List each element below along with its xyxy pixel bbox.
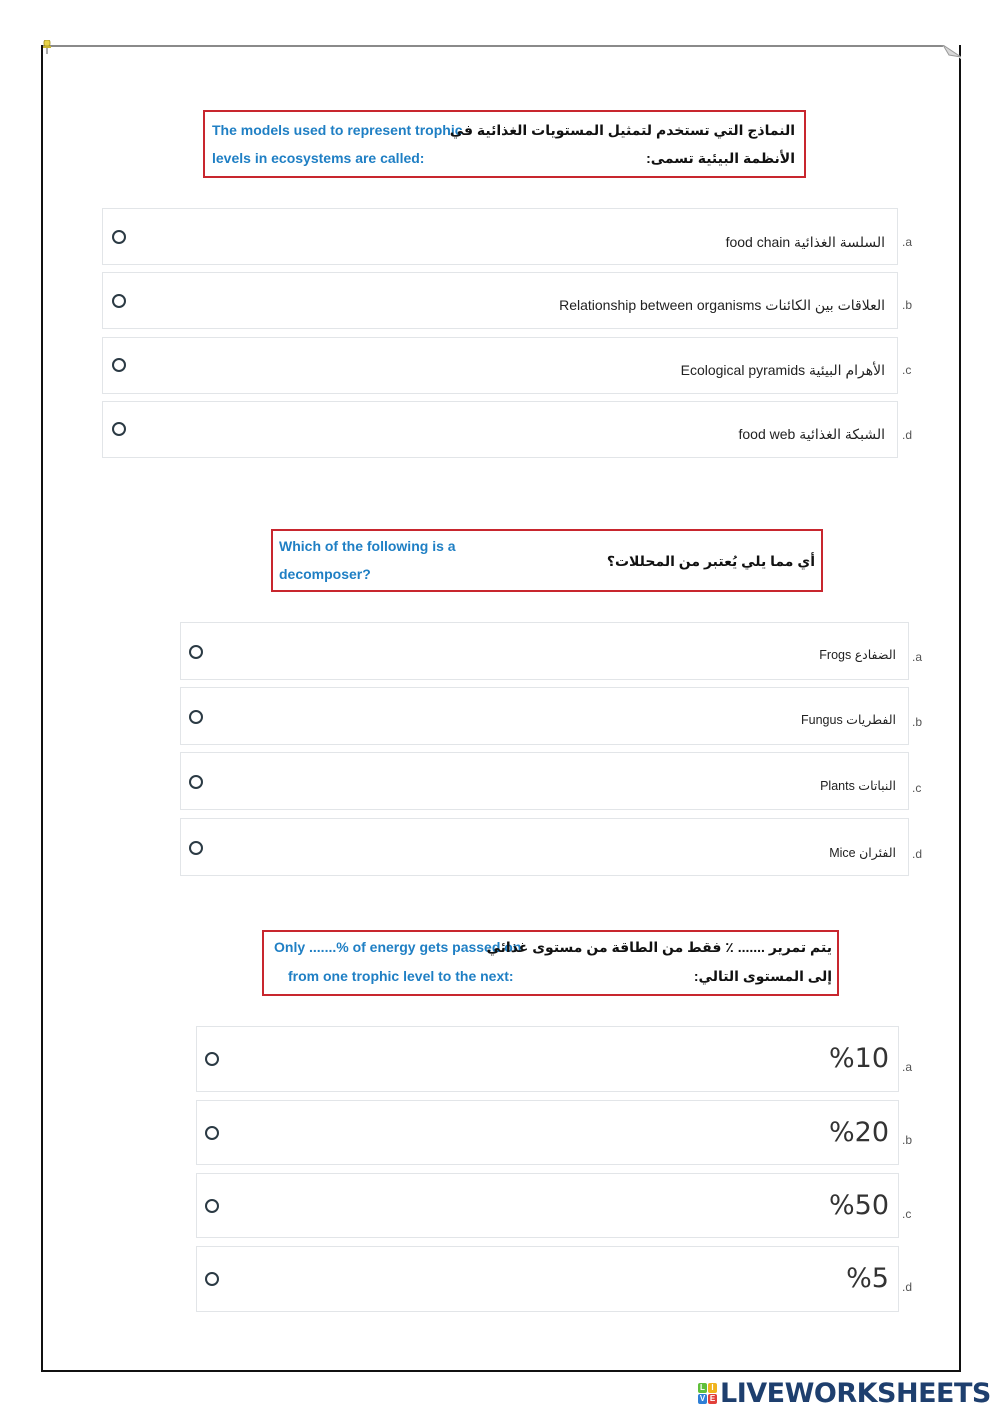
question-2-arabic-line1: أي مما يلي يُعتبر من المحللات؟ [606,553,815,569]
question-3-english-line2: from one trophic level to the next: [288,968,514,984]
page-corner-fold-icon [941,45,961,59]
option-label: السلسة الغذائية food chain [725,234,885,250]
question-2-option-d[interactable] [180,818,909,876]
radio-button-icon[interactable] [205,1272,219,1286]
radio-button-icon[interactable] [205,1126,219,1140]
question-1-option-b[interactable] [102,272,898,329]
option-letter: .c [902,1207,912,1221]
question-1-prompt [203,110,806,178]
question-1-option-a[interactable] [102,208,898,265]
question-3-option-c[interactable] [196,1173,899,1238]
option-label: %20 [828,1117,889,1148]
question-3-option-b[interactable] [196,1100,899,1165]
question-3-arabic-line2: إلى المستوى التالي: [693,968,832,984]
logo-tile-i: I [708,1383,717,1393]
question-3-english-line1: Only .......% of energy gets passed on [274,939,522,955]
option-label: %50 [828,1190,889,1221]
pushpin-icon [42,40,52,54]
radio-button-icon[interactable] [189,710,203,724]
option-letter: .a [902,1060,913,1074]
question-1-english-line2: levels in ecosystems are called: [212,150,425,166]
logo-tile-l: L [698,1383,707,1393]
option-letter: .d [902,1280,913,1294]
option-label: الأهرام البيئية Ecological pyramids [680,362,885,378]
option-letter: a. [902,235,913,249]
question-1-arabic-line1: النماذج التي تستخدم لتمثيل المستويات الغذائية في [449,122,795,138]
radio-button-icon[interactable] [112,358,126,372]
liveworksheets-logo [698,1377,991,1409]
option-label: %5 [846,1263,889,1294]
option-label: %10 [828,1043,889,1074]
radio-button-icon[interactable] [112,294,126,308]
question-2-option-a[interactable] [180,622,909,680]
logo-wordmark: LIVEWORKSHEETS [720,1377,991,1409]
option-label: النباتات Plants [820,779,896,793]
option-letter: a. [912,650,923,664]
option-label: الفئران Mice [829,846,896,860]
question-3-option-a[interactable] [196,1026,899,1092]
logo-tile-e: E [709,1394,716,1403]
question-2-option-c[interactable] [180,752,909,810]
option-label: الشبكة الغذائية food web [738,426,885,442]
question-3-option-d[interactable] [196,1246,899,1312]
question-1-arabic-line2: الأنظمة البيئية تسمى: [646,150,795,166]
question-2-english-line1: Which of the following is a [279,538,456,554]
option-letter: c. [912,781,922,795]
option-letter: c. [902,363,912,377]
radio-button-icon[interactable] [189,645,203,659]
question-2-prompt [271,529,823,592]
option-letter: b. [912,715,923,729]
logo-tiles-icon [698,1383,717,1404]
option-letter: d. [902,428,913,442]
question-1-english-line1: The models used to represent trophic [212,122,463,138]
option-label: الضفادع Frogs [819,648,896,662]
radio-button-icon[interactable] [112,422,126,436]
radio-button-icon[interactable] [205,1052,219,1066]
option-label: العلاقات بين الكائنات Relationship between organisms [559,297,885,313]
option-letter: d. [912,847,923,861]
question-2-english-line2: decomposer? [279,566,371,582]
radio-button-icon[interactable] [112,230,126,244]
question-1-option-d[interactable] [102,401,898,458]
question-3-prompt [262,930,839,996]
question-3-arabic-line1: يتم تمرير ....... ٪ فقط من الطاقة من مستوى غذائي [486,939,832,955]
question-2-option-b[interactable] [180,687,909,745]
radio-button-icon[interactable] [205,1199,219,1213]
option-letter: .b [902,1133,913,1147]
option-letter: b. [902,298,913,312]
option-label: الفطريات Fungus [801,713,896,727]
radio-button-icon[interactable] [189,841,203,855]
question-1-option-c[interactable] [102,337,898,394]
logo-tile-v: V [699,1394,706,1403]
radio-button-icon[interactable] [189,775,203,789]
